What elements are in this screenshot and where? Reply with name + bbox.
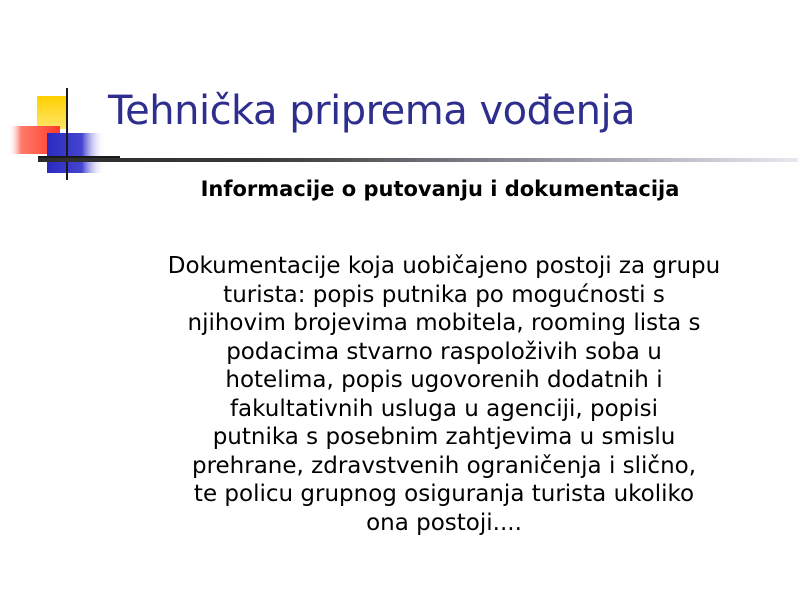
body-line: prehrane, zdravstvenih ograničenja i slično, <box>191 452 697 479</box>
slide-title: Tehnička priprema vođenja <box>108 88 636 134</box>
blue-square <box>47 133 105 173</box>
body-line: njihovim brojevima mobitela, rooming lista s <box>187 310 701 336</box>
body-line: hotelima, popis ugovorenih dodatnih i <box>225 367 663 393</box>
body-line: ona postoji.... <box>366 509 522 536</box>
title-underline <box>38 158 798 162</box>
vertical-line <box>66 88 68 180</box>
body-line: te policu grupnog osiguranja turista ukoliko <box>193 481 695 507</box>
body-line: fakultativnih usluga u agenciji, popisi <box>229 395 659 422</box>
body-line: Dokumentacije koja uobičajeno postoji za grupu <box>167 253 721 279</box>
body-line: putnika s posebnim zahtjevima u smislu <box>212 424 676 450</box>
body-line: podacima stvarno raspoloživih soba u <box>226 338 662 365</box>
body-paragraph <box>104 252 784 537</box>
slide-subtitle: Informacije o putovanju i dokumentacija <box>200 177 680 201</box>
body-line: turista: popis putnika po mogućnosti s <box>223 281 665 308</box>
yellow-square <box>37 96 68 129</box>
